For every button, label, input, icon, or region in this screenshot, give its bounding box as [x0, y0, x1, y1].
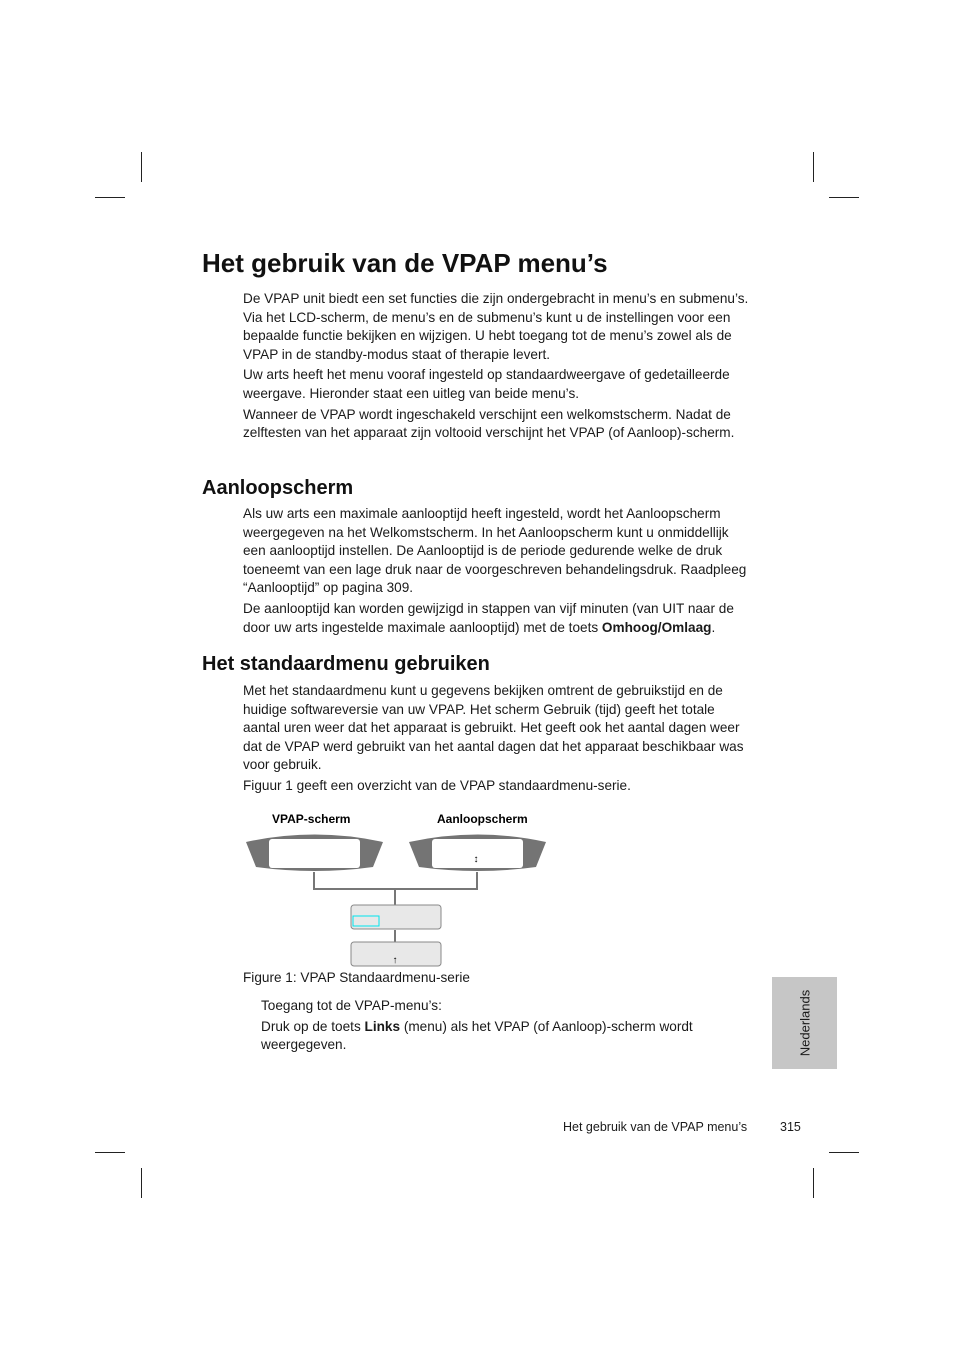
up-arrow-icon: ↑	[392, 955, 398, 966]
text: De aanlooptijd kan worden gewijzigd in stappen van vijf minuten (van UIT naar de door uw arts ingestelde maximale aanlooptijd) met de toets	[243, 600, 734, 635]
section-heading: Het standaardmenu gebruiken	[202, 653, 490, 675]
label-ramp-screen: Aanloopscherm	[437, 812, 528, 826]
section1-body	[243, 505, 755, 639]
text: Druk op de toets	[261, 1018, 365, 1034]
crop-mark	[95, 1152, 125, 1153]
language-label: Nederlands	[797, 989, 812, 1057]
paragraph: Figuur 1 geeft een overzicht van de VPAP standaardmenu-serie.	[243, 777, 631, 793]
key-name: Links	[364, 1018, 401, 1034]
page-number: 315	[780, 1120, 801, 1134]
lcd-screen-left	[269, 839, 360, 868]
access-instructions	[261, 997, 741, 1057]
paragraph: Wanneer de VPAP wordt ingeschakeld verschijnt een welkomstscherm. Nadat de zelftesten van het apparaat zijn voltooid verschijnt het VPAP (of Aanloop)-scherm.	[243, 406, 735, 441]
paragraph	[243, 600, 755, 637]
paragraph: Toegang tot de VPAP-menu’s:	[261, 998, 442, 1013]
text: (menu) als het VPAP (of Aanloop)-scherm wordt weergegeven.	[261, 1018, 693, 1053]
section2-body	[243, 682, 755, 798]
menu-box-1	[351, 905, 441, 929]
crop-mark	[813, 152, 814, 182]
paragraph	[261, 1018, 741, 1055]
paragraph: Met het standaardmenu kunt u gegevens bekijken omtrent de gebruikstijd en de huidige softwareversie van uw VPAP. Het scherm Gebruik (tijd) geeft het totale aantal uren weer dat het apparaat is gebruikt. Het geeft ook het aantal dagen weer dat de VPAP werd gebruikt van het aantal dagen dat het apparaat beschikbaar was voor gebruik.	[243, 683, 744, 773]
intro	[243, 290, 755, 445]
up-down-arrow-icon: ↕	[473, 854, 479, 865]
crop-mark	[95, 197, 125, 198]
paragraph: De VPAP unit biedt een set functies die zijn ondergebracht in menu’s en submenu’s. Via het LCD-scherm, de menu’s en de submenu’s kunt u de instellingen voor een bepaalde functie bekijken en wijzigen. U hebt toegang tot de menu’s zowel als de VPAP in de standby-modus staat of therapie levert.	[243, 291, 749, 362]
page-title: Het gebruik van de VPAP menu’s	[202, 248, 608, 278]
language-tab	[772, 977, 837, 1069]
text: .	[711, 619, 716, 635]
crop-mark	[813, 1168, 814, 1198]
crop-mark	[829, 197, 859, 198]
crop-mark	[829, 1152, 859, 1153]
crop-mark	[141, 1168, 142, 1198]
crop-mark	[141, 152, 142, 182]
key-name: Omhoog/Omlaag	[601, 619, 712, 635]
label-vpap-screen: VPAP-scherm	[272, 812, 351, 826]
section-heading: Aanloopscherm	[202, 477, 354, 499]
paragraph: Uw arts heeft het menu vooraf ingesteld op standaardweergave of gedetailleerde weergave. Hieronder staat een uitleg van beide menu’s.	[243, 367, 730, 401]
figure-caption: Figure 1: VPAP Standaardmenu-serie	[243, 970, 470, 985]
menu-diagram	[240, 805, 560, 975]
paragraph: Als uw arts een maximale aanlooptijd heeft ingesteld, wordt het Aanloopscherm weergegeven na het Welkomstscherm. In het Aanloopscherm kunt u onmiddellijk een aanlooptijd instellen. De Aanlooptijd is de periode gedurende welke de druk toeneemt van een lage druk naar de voorgeschreven behandelingsdruk. Raadpleeg “Aanlooptijd” op pagina 309.	[243, 506, 747, 596]
footer-title: Het gebruik van de VPAP menu’s	[563, 1120, 748, 1134]
